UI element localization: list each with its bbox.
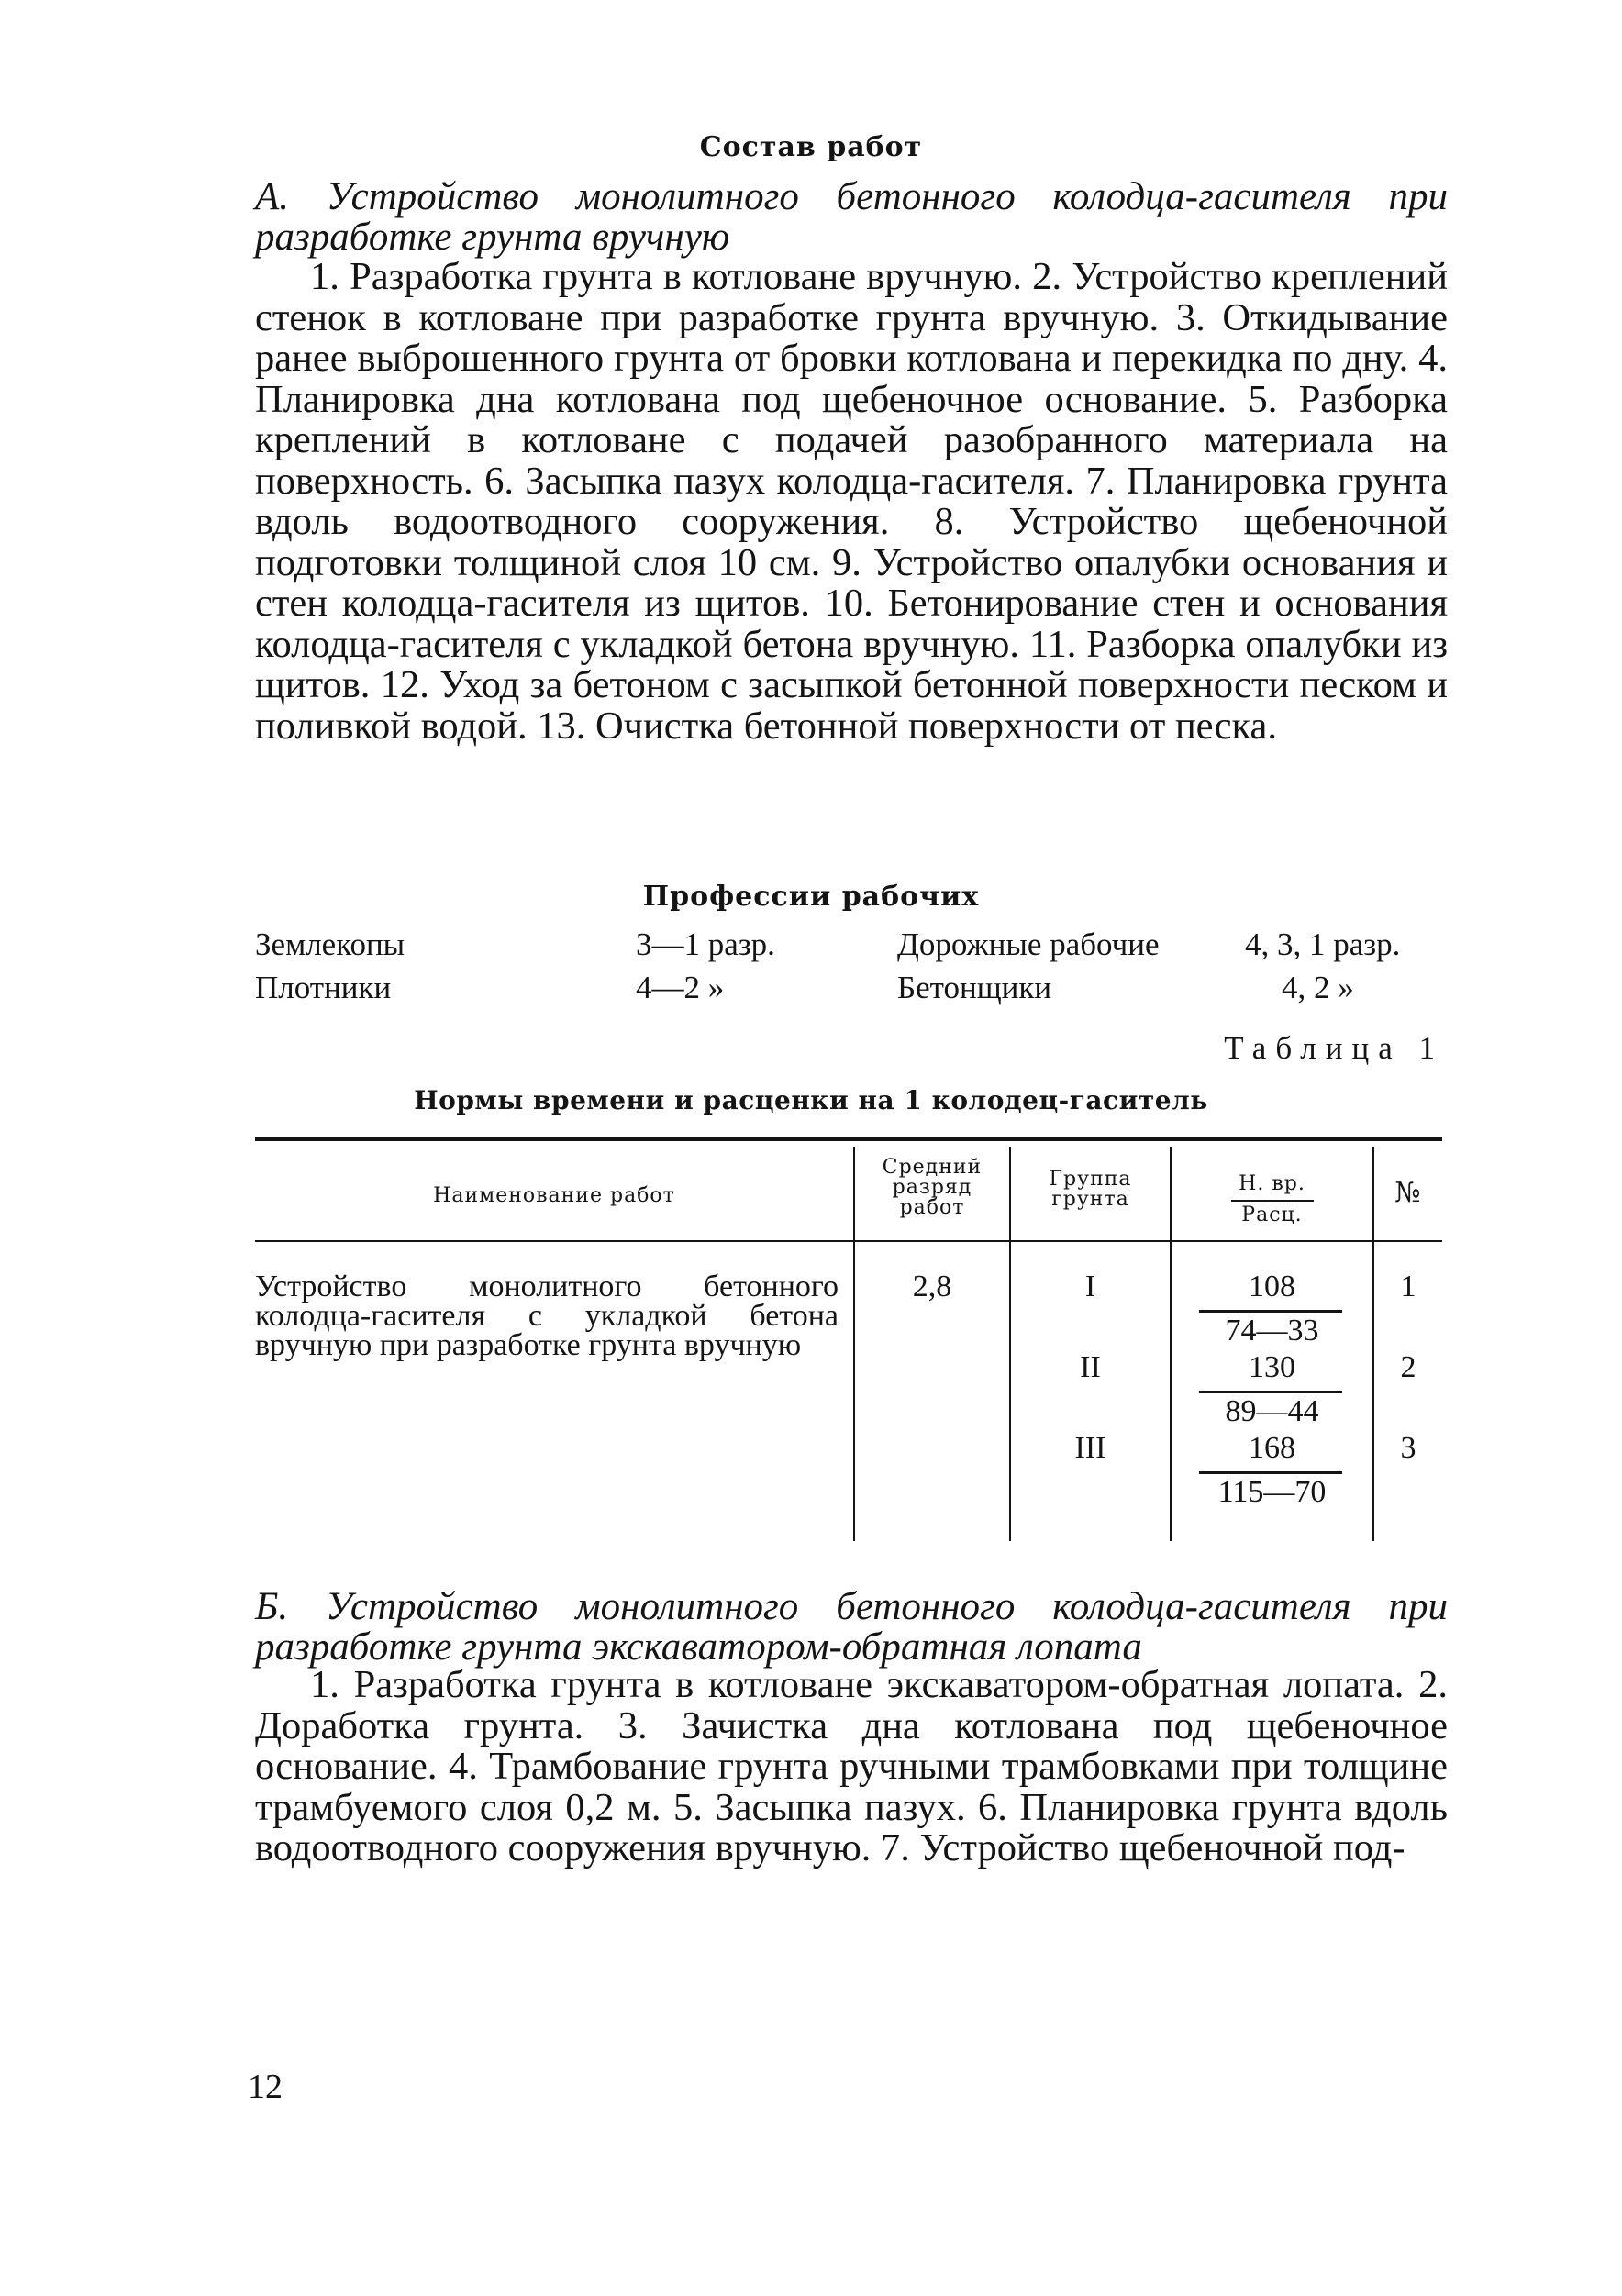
header-rate: Расц. (1241, 1203, 1303, 1226)
fraction-line (1199, 1310, 1342, 1313)
part-a-text (255, 257, 1448, 747)
fraction-line (1199, 1471, 1342, 1474)
row-number-cell: 2 (1400, 1350, 1416, 1384)
profession-grade: 4—2 » (636, 970, 725, 1005)
section-heading: Состав работ (699, 131, 923, 163)
profession-grade: 4, 3, 1 разр. (1245, 926, 1401, 962)
header-avg-grade (855, 1158, 1009, 1218)
soil-group-cell: II (1080, 1350, 1101, 1384)
profession-name: Плотники (255, 970, 392, 1005)
time-norm-cell: 108 (1249, 1270, 1295, 1303)
part-b-text-content: 1. Разработка грунта в котловане экскаватором-обратная лопата. 2. Доработка грунта. 3. Зачистка дна котлована под щебеночное основание. 4. Трамбование грунта ручными трамбовками при толщине трамбуемого слоя 0,2 м. 5. Засыпка пазух. 6. Планировка грунта вдоль водоотводного сооружения вручную. 7. Устройство щебеночной под- (255, 1663, 1448, 1869)
rate-cell: 115—70 (1217, 1475, 1327, 1509)
header-avg-grade-line: работ (899, 1196, 965, 1219)
header-soil-group-line: Группа (1049, 1168, 1132, 1191)
professions-heading: Профессии рабочих (642, 881, 980, 913)
part-b-title: Б. Устройство монолитного бетонного колодца-гасителя при разработке грунта экскаватором-обратная лопата (255, 1585, 1448, 1669)
work-name-cell: Устройство монолитного бетонного колодца-гасителя с укладкой бетона вручную при разработке грунта вручную (255, 1270, 839, 1362)
fraction-line (1199, 1391, 1342, 1393)
header-number: № (1394, 1177, 1422, 1209)
soil-group-cell: I (1084, 1270, 1096, 1303)
header-norm (1172, 1174, 1372, 1226)
table-header-rule (255, 1240, 1442, 1242)
rate-cell: 74—33 (1225, 1314, 1319, 1348)
header-work-name: Наименование работ (433, 1184, 675, 1207)
header-soil-group-line: грунта (1051, 1188, 1129, 1211)
table-top-rule (255, 1137, 1442, 1141)
soil-group-cell: III (1074, 1431, 1106, 1465)
profession-name: Бетонщики (897, 970, 1052, 1005)
header-avg-grade-line: Средний (882, 1156, 983, 1179)
part-b-text (255, 1665, 1448, 1869)
table-caption: Таблица 1 (1224, 1030, 1444, 1066)
table-title: Нормы времени и расценки на 1 колодец-гаситель (414, 1085, 1208, 1115)
row-number-cell: 1 (1400, 1270, 1416, 1303)
rate-cell: 89—44 (1225, 1394, 1319, 1428)
profession-grade: 4, 2 » (1282, 970, 1354, 1005)
part-a-title: А. Устройство монолитного бетонного колодца-гасителя при разработке грунта вручную (255, 175, 1448, 259)
time-norm-cell: 130 (1249, 1350, 1295, 1384)
avg-grade-cell: 2,8 (912, 1270, 952, 1303)
profession-name: Дорожные рабочие (897, 926, 1160, 962)
header-avg-grade-line: разряд (892, 1176, 972, 1199)
time-norm-cell: 168 (1249, 1431, 1295, 1465)
page-number: 12 (248, 2068, 283, 2106)
profession-name: Землекопы (255, 926, 406, 962)
column-divider (1372, 1147, 1374, 1541)
profession-grade: 3—1 разр. (636, 926, 775, 962)
part-a-text-content: 1. Разработка грунта в котловане вручную. 2. Устройство креплений стенок в котловане при разработке грунта вручную. 3. Откидывание ранее выброшенного грунта от бровки котлована и перекидка по дну. 4. Планировка дна котлована под щебеночное основание. 5. Разборка креплений в котловане с подачей разобранного материала на поверхность. 6. Засыпка пазух колодца-гасителя. 7. Планировка грунта вдоль водоотводного сооружения. 8. Устройство щебеночной подготовки толщиной слоя 10 см. 9. Устройство опалубки основания и стен колодца-гасителя из щитов. 10. Бетонирование стен и основания колодца-гасителя с укладкой бетона вручную. 11. Разборка опалубки из щитов. 12. Уход за бетоном с засыпкой бетонной поверхности песком и поливкой водой. 13. Очистка бетонной поверхности от песка. (255, 255, 1448, 748)
header-fraction-line (1231, 1200, 1314, 1202)
header-soil-group (1011, 1170, 1170, 1210)
row-number-cell: 3 (1400, 1431, 1416, 1465)
header-time-norm: Н. вр. (1239, 1172, 1305, 1195)
